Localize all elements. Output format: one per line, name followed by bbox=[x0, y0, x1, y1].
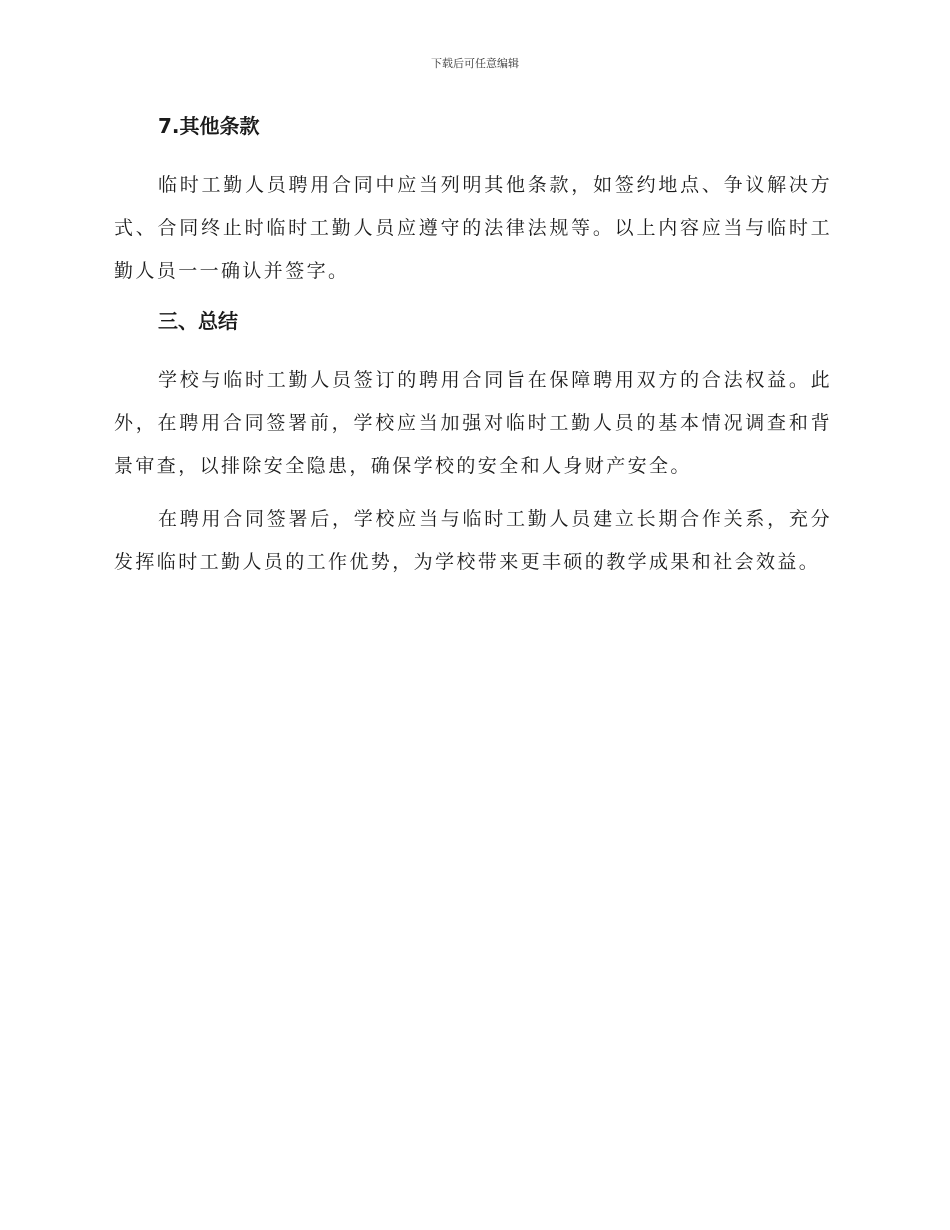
section-other-clauses bbox=[114, 112, 832, 293]
section-heading: 7.其他条款 bbox=[158, 114, 260, 138]
section-summary bbox=[114, 307, 832, 584]
paragraph: 临时工勤人员聘用合同中应当列明其他条款，如签约地点、争议解决方式、合同终止时临时工勤人员应遵守的法律法规等。以上内容应当与临时工勤人员一一确认并签字。 bbox=[114, 174, 832, 282]
header-note: 下载后可任意编辑 bbox=[431, 57, 519, 70]
section-heading: 三、总结 bbox=[158, 309, 238, 333]
paragraph: 学校与临时工勤人员签订的聘用合同旨在保障聘用双方的合法权益。此外，在聘用合同签署前，学校应当加强对临时工勤人员的基本情况调查和背景审查，以排除安全隐患，确保学校的安全和人身财产安全。 bbox=[114, 369, 832, 477]
paragraph: 在聘用合同签署后，学校应当与临时工勤人员建立长期合作关系，充分发挥临时工勤人员的工作优势，为学校带来更丰硕的教学成果和社会效益。 bbox=[114, 508, 832, 573]
document-body bbox=[114, 112, 832, 594]
